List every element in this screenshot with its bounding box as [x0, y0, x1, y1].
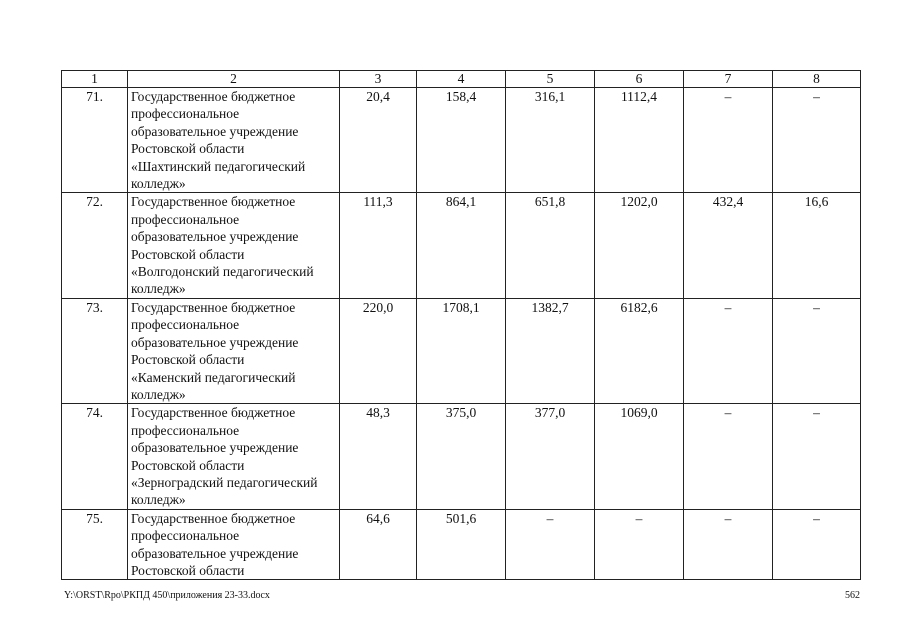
table-row	[62, 193, 861, 298]
column-header: 2	[128, 71, 340, 88]
value-cell-col-8	[773, 298, 861, 403]
institution-name-line: Ростовской области	[131, 141, 245, 157]
cell-value: 432,4	[712, 194, 744, 210]
cell-value: –	[813, 405, 820, 421]
institution-name-line: образовательное учреждение	[131, 334, 299, 350]
institution-name-line: профессиональное	[131, 106, 240, 122]
cell-value: 111,3	[363, 194, 393, 210]
institution-name-cell	[128, 404, 340, 509]
value-cell-col-8	[773, 509, 861, 580]
institution-name-line: Ростовской области	[131, 457, 245, 473]
institution-name-line: Государственное бюджетное	[131, 405, 296, 421]
table-row	[62, 404, 861, 509]
value-cell-col-4	[417, 298, 506, 403]
cell-value: 1202,0	[620, 194, 658, 210]
cell-value: 48,3	[366, 405, 390, 421]
value-cell-col-8	[773, 193, 861, 298]
institution-name-line: профессиональное	[131, 317, 240, 333]
column-header: 8	[773, 71, 861, 88]
cell-value: –	[813, 89, 820, 104]
cell-value: 64,6	[366, 510, 390, 526]
institution-name-line: Ростовской области	[131, 246, 245, 262]
page-number: 562	[845, 590, 860, 601]
row-number-cell: 73.	[62, 298, 128, 403]
cell-value: 1382,7	[531, 299, 569, 315]
value-cell-col-7	[684, 298, 773, 403]
institution-name-line: «Зерноградский педагогический	[131, 474, 318, 490]
cell-value: 1708,1	[442, 299, 480, 315]
cell-value: 316,1	[534, 89, 566, 104]
table-row	[62, 509, 861, 580]
institution-name-line: образовательное учреждение	[131, 123, 299, 139]
cell-value: 20,4	[366, 89, 390, 104]
value-cell-col-5	[506, 88, 595, 193]
value-cell-col-6	[595, 298, 684, 403]
value-cell-col-7	[684, 193, 773, 298]
institution-name-line: колледж»	[131, 492, 186, 508]
cell-value: 6182,6	[620, 299, 658, 315]
institution-name-line: «Шахтинский педагогический	[131, 158, 306, 174]
value-cell-col-5	[506, 298, 595, 403]
institution-name-line: образовательное учреждение	[131, 545, 299, 561]
institution-name-line: образовательное учреждение	[131, 440, 299, 456]
cell-value: –	[813, 510, 820, 526]
institution-name-line: Ростовской области	[131, 352, 245, 368]
value-cell-col-6	[595, 88, 684, 193]
cell-value: –	[635, 510, 643, 526]
value-cell-col-5	[506, 509, 595, 580]
institution-name-line: «Каменский педагогический	[131, 369, 296, 385]
institution-name-line: Государственное бюджетное	[131, 299, 296, 315]
institution-name-cell	[128, 88, 340, 193]
cell-value: –	[724, 89, 732, 104]
table-header-row	[62, 71, 861, 88]
value-cell-col-4	[417, 509, 506, 580]
column-header: 6	[595, 71, 684, 88]
value-cell-col-4	[417, 88, 506, 193]
row-number-cell: 74.	[62, 404, 128, 509]
institution-name-line: профессиональное	[131, 211, 240, 227]
institution-name-cell	[128, 298, 340, 403]
cell-value: 501,6	[445, 510, 477, 526]
value-cell-col-3	[340, 298, 417, 403]
value-cell-col-5	[506, 193, 595, 298]
institution-name-line: Ростовской области	[131, 562, 245, 578]
data-table	[61, 70, 861, 580]
value-cell-col-4	[417, 404, 506, 509]
column-header: 4	[417, 71, 506, 88]
institution-name-line: Государственное бюджетное	[131, 89, 296, 104]
institution-name-line: профессиональное	[131, 528, 240, 544]
institution-name-line: профессиональное	[131, 422, 240, 438]
cell-value: –	[724, 405, 732, 421]
cell-value: 220,0	[362, 299, 394, 315]
value-cell-col-8	[773, 404, 861, 509]
row-number-cell: 72.	[62, 193, 128, 298]
value-cell-col-4	[417, 193, 506, 298]
column-header: 1	[62, 71, 128, 88]
value-cell-col-7	[684, 509, 773, 580]
table-row	[62, 88, 861, 193]
institution-name-line: Государственное бюджетное	[131, 194, 296, 210]
value-cell-col-3	[340, 509, 417, 580]
table-row	[62, 298, 861, 403]
institution-name-line: Государственное бюджетное	[131, 510, 296, 526]
value-cell-col-3	[340, 88, 417, 193]
cell-value: 377,0	[534, 405, 566, 421]
cell-value: 651,8	[534, 194, 566, 210]
cell-value: 864,1	[445, 194, 477, 210]
value-cell-col-6	[595, 509, 684, 580]
value-cell-col-7	[684, 404, 773, 509]
value-cell-col-5	[506, 404, 595, 509]
cell-value: –	[546, 510, 554, 526]
footer-file-path: Y:\ORST\Rpo\РКПД 450\приложения 23-33.docx	[64, 590, 270, 601]
value-cell-col-3	[340, 404, 417, 509]
institution-name-line: колледж»	[131, 281, 186, 297]
institution-name-cell	[128, 509, 340, 580]
column-header: 3	[340, 71, 417, 88]
cell-value: 375,0	[445, 405, 477, 421]
value-cell-col-6	[595, 404, 684, 509]
cell-value: 16,6	[804, 194, 829, 210]
institution-name-line: колледж»	[131, 386, 186, 402]
institution-name-cell	[128, 193, 340, 298]
cell-value: 158,4	[445, 89, 477, 104]
cell-value: –	[813, 299, 820, 315]
column-header: 7	[684, 71, 773, 88]
institution-name-line: образовательное учреждение	[131, 229, 299, 245]
value-cell-col-8	[773, 88, 861, 193]
institution-name-line: «Волгодонский педагогический	[131, 264, 314, 280]
row-number-cell: 71.	[62, 88, 128, 193]
value-cell-col-6	[595, 193, 684, 298]
value-cell-col-3	[340, 193, 417, 298]
column-header: 5	[506, 71, 595, 88]
cell-value: –	[724, 299, 732, 315]
cell-value: 1069,0	[620, 405, 658, 421]
cell-value: –	[724, 510, 732, 526]
institution-name-line: колледж»	[131, 176, 186, 192]
row-number-cell: 75.	[62, 509, 128, 580]
value-cell-col-7	[684, 88, 773, 193]
cell-value: 1112,4	[620, 89, 658, 104]
